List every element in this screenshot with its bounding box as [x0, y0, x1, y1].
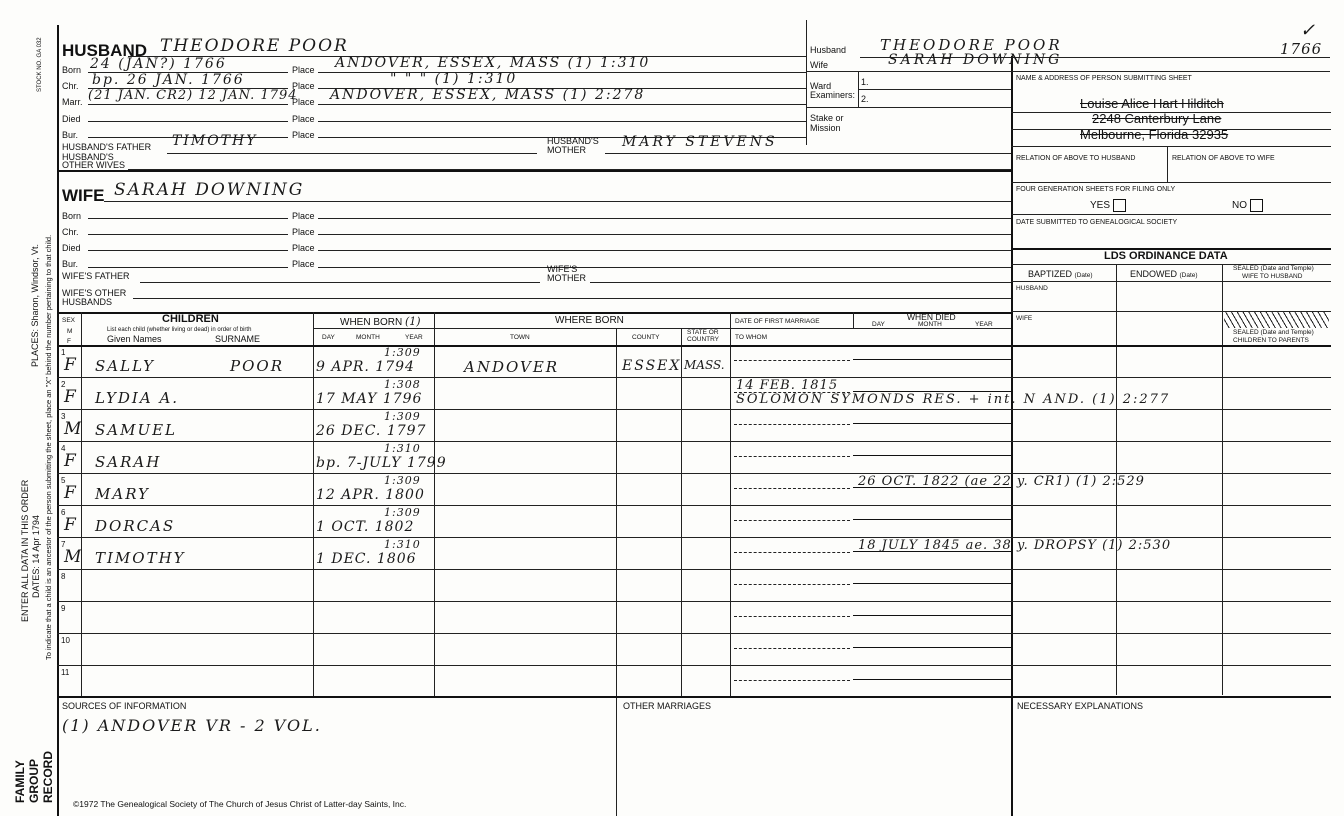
child-born-date[interactable]: bp. 7-JULY 1799 — [316, 455, 447, 471]
child-born-date[interactable]: 12 APR. 1800 — [316, 487, 425, 503]
sources-text[interactable]: (1) ANDOVER VR - 2 VOL. — [62, 716, 322, 735]
child-died[interactable]: 26 OCT. 1822 (ae 22 y. CR1) (1) 2:529 — [858, 474, 1145, 489]
child-born-date[interactable]: 26 DEC. 1797 — [316, 423, 427, 439]
husband-name[interactable]: THEODORE POOR — [160, 36, 349, 56]
child-number: 1 — [61, 348, 66, 357]
child-ref[interactable]: 1:309 — [384, 346, 421, 359]
husband-chr[interactable]: bp. 26 JAN. 1766 — [92, 72, 245, 88]
husband-father-label: HUSBAND'S FATHER — [62, 142, 152, 152]
child-given-name[interactable]: SARAH — [95, 453, 162, 471]
child-ref[interactable]: 1:309 — [384, 506, 421, 519]
rt-husband[interactable]: THEODORE POOR — [880, 36, 1063, 54]
child-number: 5 — [61, 476, 66, 485]
wife-name[interactable]: SARAH DOWNING — [114, 180, 305, 200]
husband-mother[interactable]: MARY STEVENS — [622, 134, 778, 150]
child-number: 3 — [61, 412, 66, 421]
child-ref[interactable]: 1:310 — [384, 442, 421, 455]
check-mark: ✓ — [1300, 20, 1318, 41]
husband-born[interactable]: 24 (JAN?) 1766 — [90, 56, 227, 72]
submitter-city: Melbourne, Florida 32935 — [1080, 127, 1229, 142]
wife-heading: WIFE — [62, 186, 105, 205]
child-ref[interactable]: 1:310 — [384, 538, 421, 551]
child-county[interactable]: ESSEX — [622, 358, 682, 374]
child-sex[interactable]: M — [64, 419, 82, 439]
other-marriages-label: OTHER MARRIAGES — [623, 701, 712, 711]
child-sex[interactable]: F — [64, 483, 76, 503]
child-number: 11 — [61, 668, 70, 677]
ancestor-note: To indicate that a child is an ancestor of the person submitting the sheet, place an "X" behind the number pertaining to that child. — [44, 234, 53, 660]
child-born-date[interactable]: 1 OCT. 1802 — [316, 519, 415, 535]
children-heading: CHILDREN — [162, 313, 219, 325]
enter-all-note: ENTER ALL DATA IN THIS ORDER — [20, 479, 30, 622]
child-given-name[interactable]: MARY — [95, 485, 150, 503]
child-sex[interactable]: F — [64, 451, 76, 471]
submitter-street: 2248 Canterbury Lane — [1092, 111, 1222, 126]
child-ref[interactable]: 1:308 — [384, 378, 421, 391]
husband-marr-place[interactable]: ANDOVER, ESSEX, MASS (1) 2:278 — [330, 87, 646, 103]
child-number: 4 — [61, 444, 66, 453]
husband-father[interactable]: TIMOTHY — [172, 133, 258, 149]
child-number: 8 — [61, 572, 66, 581]
child-died[interactable]: 18 JULY 1845 ae. 38 y. DROPSY (1) 2:530 — [858, 538, 1172, 553]
child-town[interactable]: ANDOVER — [464, 358, 560, 376]
child-ref[interactable]: 1:309 — [384, 474, 421, 487]
no-checkbox[interactable] — [1250, 199, 1263, 212]
child-number: 6 — [61, 508, 66, 517]
submitter-label: NAME & ADDRESS OF PERSON SUBMITTING SHEET — [1016, 75, 1192, 82]
submitter-name: Louise Alice Hart Hilditch — [1080, 96, 1224, 111]
child-born-date[interactable]: 1 DEC. 1806 — [316, 551, 417, 567]
child-sex[interactable]: F — [64, 355, 76, 375]
right-panel-divider — [1011, 56, 1013, 816]
child-number: 7 — [61, 540, 66, 549]
places-note: PLACES: Sharon, Windsor, Vt. — [30, 243, 40, 367]
rt-wife[interactable]: SARAH DOWNING — [888, 52, 1063, 68]
child-number: 9 — [61, 604, 66, 613]
sources-label: SOURCES OF INFORMATION — [62, 701, 187, 711]
child-sex[interactable]: F — [64, 387, 76, 407]
sheet-number: 1766 — [1280, 40, 1323, 58]
child-ref[interactable]: 1:309 — [384, 410, 421, 423]
lds-title: LDS ORDINANCE DATA — [1104, 250, 1228, 262]
husband-chr-place[interactable]: " " " (1) 1:310 — [390, 71, 518, 87]
record-title-2: GROUP — [27, 758, 41, 803]
child-given-name[interactable]: SAMUEL — [95, 421, 178, 439]
husband-born-place[interactable]: ANDOVER, ESSEX, MASS (1) 1:310 — [335, 55, 651, 71]
child-sex[interactable]: F — [64, 515, 76, 535]
child-spouse[interactable]: SOLOMON SYMONDS RES. + int. N AND. (1) 2:277 — [736, 392, 1171, 407]
husband-marr[interactable]: (21 JAN. CR2) 12 JAN. 1794 — [88, 88, 298, 103]
no-label: NO — [1232, 200, 1247, 212]
child-born-date[interactable]: 17 MAY 1796 — [316, 391, 423, 407]
record-title-1: FAMILY — [13, 760, 27, 803]
wife-father-label: WIFE'S FATHER — [62, 271, 130, 281]
child-given-name[interactable]: SALLY — [95, 357, 155, 375]
child-sex[interactable]: M — [64, 547, 82, 567]
child-given-name[interactable]: LYDIA A. — [95, 389, 180, 407]
child-number: 10 — [61, 636, 70, 645]
stock-number: STOCK NO. GA 032 — [37, 37, 43, 92]
record-title-3: RECORD — [41, 750, 55, 803]
husband-heading: HUSBAND — [62, 41, 147, 60]
dates-note: DATES: 14 Apr 1794 — [31, 515, 41, 598]
explanations-label: NECESSARY EXPLANATIONS — [1017, 701, 1144, 711]
child-born-date[interactable]: 9 APR. 1794 — [316, 359, 415, 375]
child-marriage-date[interactable]: 14 FEB. 1815 — [736, 378, 839, 393]
child-given-name[interactable]: DORCAS — [95, 517, 176, 535]
husband-born-label: Born — [62, 65, 82, 75]
child-given-name[interactable]: TIMOTHY — [95, 549, 186, 567]
right-top-divider — [806, 20, 807, 145]
child-number: 2 — [61, 380, 66, 389]
child-surname[interactable]: POOR — [230, 357, 284, 375]
child-state[interactable]: MASS. — [684, 358, 725, 372]
hatched-area — [1224, 312, 1329, 328]
yes-checkbox[interactable] — [1113, 199, 1126, 212]
yes-label: YES — [1090, 200, 1111, 212]
copyright: ©1972 The Genealogical Society of The Church of Jesus Christ of Latter-day Saints, Inc. — [73, 799, 407, 809]
